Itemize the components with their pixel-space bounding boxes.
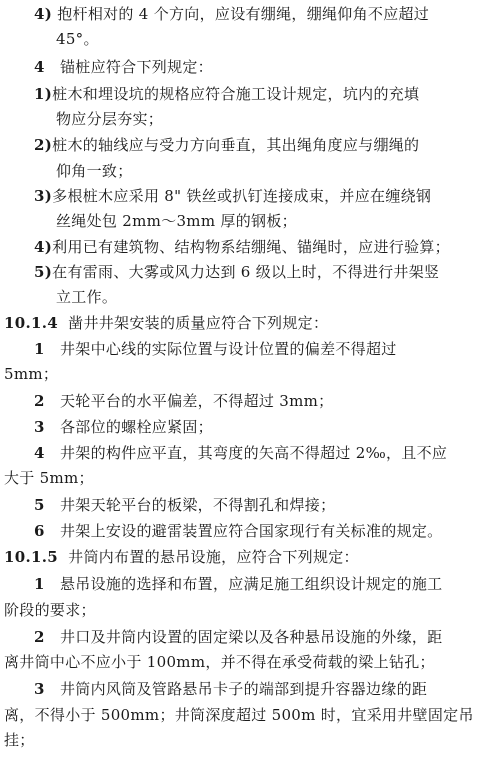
text-line: 离，不得小于 500mm；井筒深度超过 500m 时，宜采用井壁固定吊 xyxy=(4,706,474,724)
text-line: 4) 抱杆相对的 4 个方向，应设有绷绳，绷绳仰角不应超过 xyxy=(34,5,430,23)
text-line: 丝绳处包 2mm～3mm 厚的钢板； xyxy=(56,212,297,230)
text-line: 1)桩木和埋设坑的规格应符合施工设计规定，坑内的充填 xyxy=(34,85,420,103)
text-line: 物应分层夯实； xyxy=(56,110,164,128)
text-line: 挂； xyxy=(4,731,35,749)
text-line: 离井筒中心不应小于 100mm，并不得在承受荷载的梁上钻孔； xyxy=(4,653,435,671)
text-line: 4)利用已有建筑物、结构物系结绷绳、锚绳时，应进行验算； xyxy=(34,238,450,256)
text-line: 阶段的要求； xyxy=(4,601,96,619)
text-line: 5)在有雷雨、大雾或风力达到 6 级以上时，不得进行井架竖 xyxy=(34,263,440,281)
clause-heading: 10.1.4 凿井井架安装的质量应符合下列规定： xyxy=(4,314,329,332)
text-line: 1 悬吊设施的选择和布置，应满足施工组织设计规定的施工 xyxy=(34,575,443,593)
text-line: 4 井架的构件应平直，其弯度的矢高不得超过 2‰，且不应 xyxy=(34,444,448,462)
clause-heading: 10.1.5 井筒内布置的悬吊设施，应符合下列规定： xyxy=(4,548,359,566)
text-line: 2 天轮平台的水平偏差，不得超过 3mm； xyxy=(34,392,334,410)
text-line: 仰角一致； xyxy=(56,162,133,180)
text-line: 3 井筒内风筒及管路悬吊卡子的端部到提升容器边缘的距 xyxy=(34,680,428,698)
text-line: 5 井架天轮平台的板梁，不得割孔和焊接； xyxy=(34,496,336,514)
text-line: 5mm； xyxy=(4,365,59,383)
section-heading: 4 锚桩应符合下列规定： xyxy=(34,58,213,76)
text-line: 1 井架中心线的实际位置与设计位置的偏差不得超过 xyxy=(34,340,397,358)
text-line: 3 各部位的螺栓应紧固； xyxy=(34,418,213,436)
text-line: 大于 5mm； xyxy=(4,469,94,487)
text-line: 2 井口及井筒内设置的固定梁以及各种悬吊设施的外缘，距 xyxy=(34,628,443,646)
text-line: 6 井架上安设的避雷装置应符合国家现行有关标准的规定。 xyxy=(34,522,443,540)
text-line: 3)多根桩木应采用 8" 铁丝或扒钉连接成束，并应在缠绕钢 xyxy=(34,187,432,205)
text-line: 2)桩木的轴线应与受力方向垂直，其出绳角度应与绷绳的 xyxy=(34,136,420,154)
text-line: 45°。 xyxy=(56,30,99,48)
text-line: 立工作。 xyxy=(56,288,118,306)
